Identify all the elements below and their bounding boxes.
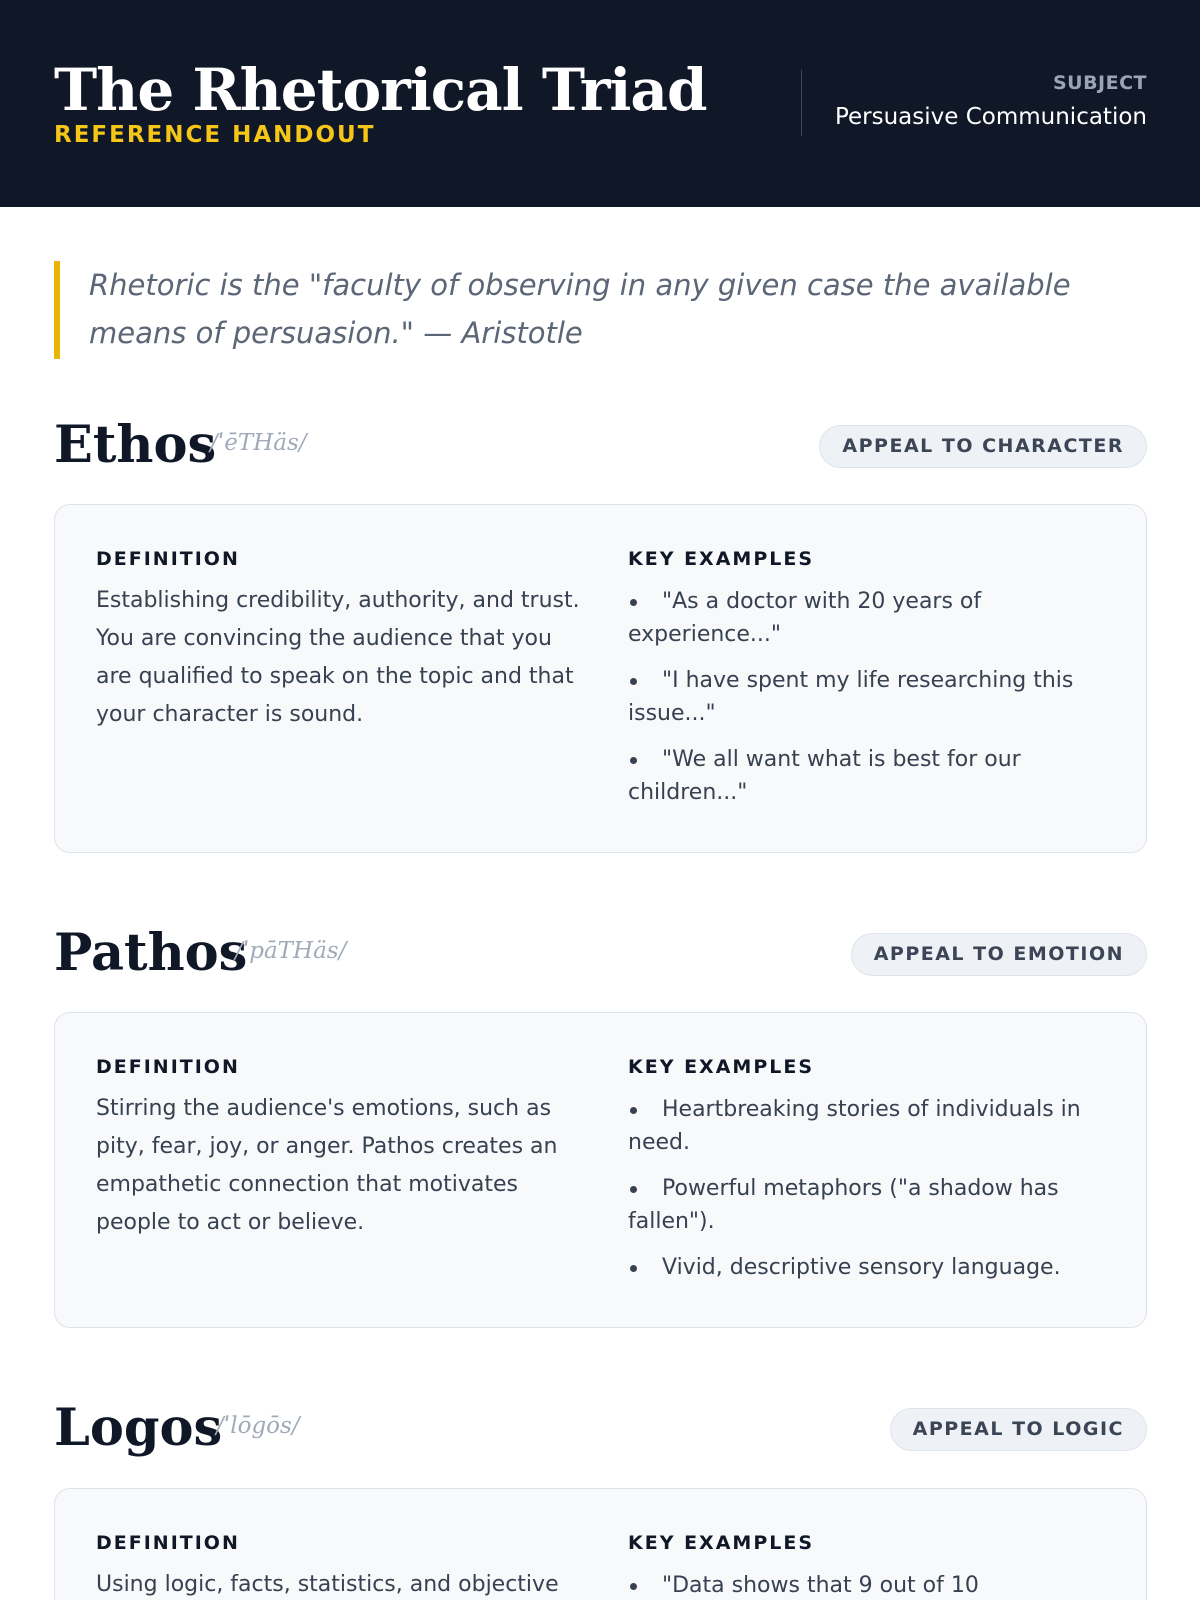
- page-subtitle: REFERENCE HANDOUT: [54, 122, 376, 148]
- section-header-pathos: [54, 918, 1147, 988]
- header-divider: [801, 70, 802, 136]
- definition-text: Establishing credibility, authority, and trust. You are convincing the audience that you are qualified to speak on the topic and that your character is sound.: [96, 588, 580, 727]
- pronunciation: /ˈpāTHäs/: [235, 938, 347, 964]
- list-item: Vivid, descriptive sensory language.: [628, 1251, 1098, 1284]
- intro-quote: Rhetoric is the "faculty of observing in any given case the available means of persuasion." — Aristotle: [54, 261, 1146, 359]
- definition-text: Using logic, facts, statistics, and objective: [96, 1572, 559, 1597]
- appeal-badge: APPEAL TO LOGIC: [890, 1408, 1147, 1451]
- section-header-ethos: [54, 410, 1147, 480]
- definition-label: DEFINITION: [96, 1056, 240, 1078]
- examples-list: [628, 1093, 1098, 1297]
- definition-label: DEFINITION: [96, 1532, 240, 1554]
- definition-label: DEFINITION: [96, 548, 240, 570]
- list-item: "I have spent my life researching this issue...": [628, 664, 1098, 730]
- examples-label: KEY EXAMPLES: [628, 1532, 815, 1554]
- examples-label: KEY EXAMPLES: [628, 1056, 815, 1078]
- pronunciation: /ˈlōgōs/: [216, 1413, 300, 1439]
- examples-list: [628, 585, 1098, 822]
- term-heading: Pathos: [54, 923, 248, 983]
- appeal-badge: APPEAL TO CHARACTER: [819, 425, 1147, 468]
- subject-value: Persuasive Communication: [834, 104, 1147, 130]
- page-header: [0, 0, 1200, 207]
- list-item: "Data shows that 9 out of 10: [628, 1569, 1098, 1600]
- examples-list: [628, 1569, 1098, 1600]
- list-item: "As a doctor with 20 years of experience...": [628, 585, 1098, 651]
- definition-text: Stirring the audience's emotions, such as pity, fear, joy, or anger. Pathos creates an empathetic connection that motivates people to act or believe.: [96, 1096, 558, 1235]
- page-title: The Rhetorical Triad: [54, 56, 707, 124]
- section-card-pathos: [54, 1012, 1147, 1328]
- section-card-logos: [54, 1488, 1147, 1600]
- term-heading: Ethos: [54, 415, 217, 475]
- subject-label: SUBJECT: [1052, 72, 1147, 94]
- pronunciation: /ˈēTHäs/: [210, 430, 307, 456]
- section-header-logos: [54, 1393, 1147, 1463]
- appeal-badge: APPEAL TO EMOTION: [851, 933, 1147, 976]
- examples-label: KEY EXAMPLES: [628, 548, 815, 570]
- list-item: Heartbreaking stories of individuals in need.: [628, 1093, 1098, 1159]
- section-card-ethos: [54, 504, 1147, 853]
- list-item: "We all want what is best for our children...": [628, 743, 1098, 809]
- list-item: Powerful metaphors ("a shadow has fallen").: [628, 1172, 1098, 1238]
- term-heading: Logos: [54, 1398, 223, 1458]
